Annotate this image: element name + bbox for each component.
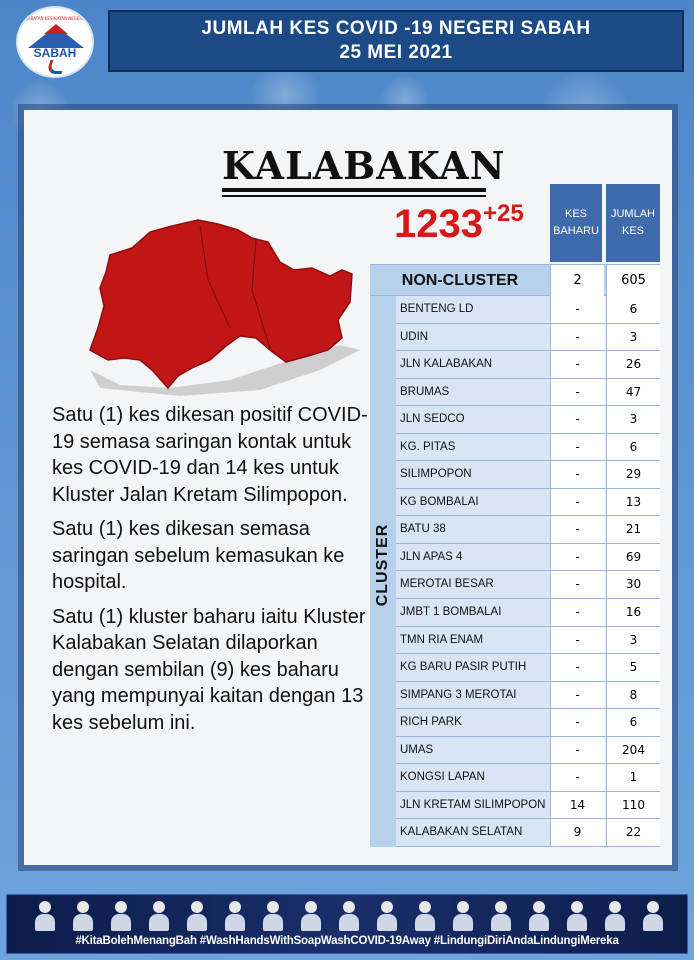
- cluster-new: 14: [550, 792, 604, 819]
- non-cluster-label: NON-CLUSTER: [401, 272, 519, 289]
- cluster-name: JLN KALABAKAN: [396, 351, 550, 378]
- cluster-total: 6: [606, 434, 660, 461]
- non-cluster-total: 605: [606, 265, 660, 297]
- cluster-total: 6: [606, 296, 660, 323]
- cluster-name: SILIMPOPON: [396, 461, 550, 488]
- table-row: [396, 682, 660, 710]
- non-cluster-new: 2: [550, 265, 604, 297]
- person-icon: [415, 901, 435, 931]
- cluster-new: -: [550, 737, 604, 764]
- person-icon: [187, 901, 207, 931]
- table-row: [396, 627, 660, 655]
- cluster-total: 13: [606, 489, 660, 516]
- new-cases-number: +25: [482, 200, 524, 227]
- cluster-new: -: [550, 516, 604, 543]
- description-paragraph: Satu (1) kluster baharu iaitu Kluster Kalabakan Selatan dilaporkan dengan sembilan (9) kes baharu yang mempunyai kaitan dengan 13 kes sebelum ini.: [52, 605, 366, 734]
- table-row: [396, 571, 660, 599]
- cluster-total: 6: [606, 709, 660, 736]
- person-icon: [35, 901, 55, 931]
- sabah-health-logo: [16, 6, 94, 78]
- cluster-new: -: [550, 296, 604, 323]
- table-row: [396, 764, 660, 792]
- cluster-name: KG. PITAS: [396, 434, 550, 461]
- cluster-name: BENTENG LD: [396, 296, 550, 323]
- non-cluster-row: [370, 264, 660, 296]
- page-date: 25 MEI 2021: [339, 42, 453, 63]
- table-row: [396, 406, 660, 434]
- table-row: [396, 792, 660, 820]
- person-icon: [529, 901, 549, 931]
- cluster-name: KONGSI LAPAN: [396, 764, 550, 791]
- table-row: [396, 737, 660, 765]
- table-row: [396, 434, 660, 462]
- cluster-new: -: [550, 434, 604, 461]
- col-header-new-cases: KES BAHARU: [550, 184, 604, 262]
- table-row: [396, 819, 660, 847]
- cluster-name: UMAS: [396, 737, 550, 764]
- district-map-icon: [80, 210, 370, 400]
- table-row: [396, 379, 660, 407]
- person-icon: [605, 901, 625, 931]
- cluster-new: -: [550, 544, 604, 571]
- cluster-name: RICH PARK: [396, 709, 550, 736]
- cluster-name: TMN RIA ENAM: [396, 627, 550, 654]
- table-row: [396, 324, 660, 352]
- swoosh-icon: [45, 60, 66, 74]
- cluster-total: 8: [606, 682, 660, 709]
- cluster-name: UDIN: [396, 324, 550, 351]
- person-icon: [453, 901, 473, 931]
- description-paragraph: Satu (1) kes dikesan positif COVID-19 semasa saringan kontak untuk kes COVID-19 dan 14 kes untuk Kluster Jalan Kretam Silimpopon.: [52, 404, 368, 506]
- person-icon: [73, 901, 93, 931]
- cluster-total: 30: [606, 571, 660, 598]
- cluster-name: MEROTAI BESAR: [396, 571, 550, 598]
- cluster-new: -: [550, 709, 604, 736]
- cluster-total: 204: [606, 737, 660, 764]
- cluster-new: -: [550, 599, 604, 626]
- cluster-total: 26: [606, 351, 660, 378]
- hashtag-banner: [6, 894, 688, 954]
- cluster-new: -: [550, 351, 604, 378]
- cluster-total: 3: [606, 627, 660, 654]
- person-icon: [567, 901, 587, 931]
- total-cases-number: 1233: [394, 202, 483, 246]
- person-icon: [225, 901, 245, 931]
- cluster-name: JLN SEDCO: [396, 406, 550, 433]
- logo-small-text: JABATAN KESIHATAN NEGERI: [26, 16, 84, 21]
- person-icon: [149, 901, 169, 931]
- cluster-new: -: [550, 406, 604, 433]
- cluster-new: -: [550, 461, 604, 488]
- person-icon: [643, 901, 663, 931]
- cluster-total: 16: [606, 599, 660, 626]
- cluster-new: -: [550, 764, 604, 791]
- cluster-total: 5: [606, 654, 660, 681]
- cluster-total: 29: [606, 461, 660, 488]
- logo-name: SABAH: [33, 46, 77, 60]
- district-card: [24, 110, 672, 865]
- hashtags: #KitaBolehMenangBah #WashHandsWithSoapWashCOVID-19Away #LindungiDiriAndaLindungiMereka: [75, 935, 619, 947]
- cluster-name: KG BOMBALAI: [396, 489, 550, 516]
- table-row: [396, 599, 660, 627]
- person-icon: [301, 901, 321, 931]
- cluster-new: -: [550, 571, 604, 598]
- person-icon: [491, 901, 511, 931]
- table-row: [396, 296, 660, 324]
- description-paragraph: Satu (1) kes dikesan semasa saringan sebelum kemasukan ke hospital.: [52, 518, 345, 593]
- cluster-side-label: [370, 296, 396, 847]
- cluster-name: JLN APAS 4: [396, 544, 550, 571]
- cluster-rows: [396, 296, 660, 847]
- table-row: [396, 461, 660, 489]
- cluster-name: BATU 38: [396, 516, 550, 543]
- description: [52, 402, 372, 744]
- mountain-peak-icon: [44, 24, 68, 34]
- table-row: [396, 351, 660, 379]
- cluster-total: 22: [606, 819, 660, 846]
- cluster-name: KALABAKAN SELATAN: [396, 819, 550, 846]
- cluster-total: 69: [606, 544, 660, 571]
- cluster-name: JLN KRETAM SILIMPOPON: [396, 792, 550, 819]
- cluster-new: -: [550, 324, 604, 351]
- cluster-total: 3: [606, 406, 660, 433]
- table-row: [396, 709, 660, 737]
- table-row: [396, 489, 660, 517]
- table-row: [396, 516, 660, 544]
- cluster-name: JMBT 1 BOMBALAI: [396, 599, 550, 626]
- page-title: JUMLAH KES COVID -19 NEGERI SABAH: [201, 18, 591, 39]
- page-header: [108, 10, 684, 72]
- total-cases: [394, 202, 524, 247]
- cluster-total: 110: [606, 792, 660, 819]
- table-row: [396, 654, 660, 682]
- table-row: [396, 544, 660, 572]
- cluster-new: 9: [550, 819, 604, 846]
- cluster-new: -: [550, 682, 604, 709]
- district-title: KALABAKAN: [222, 144, 486, 192]
- cluster-new: -: [550, 379, 604, 406]
- cluster-label: CLUSTER: [374, 523, 391, 607]
- cluster-name: BRUMAS: [396, 379, 550, 406]
- cluster-total: 21: [606, 516, 660, 543]
- cluster-name: KG BARU PASIR PUTIH: [396, 654, 550, 681]
- cluster-new: -: [550, 654, 604, 681]
- person-icon: [377, 901, 397, 931]
- cluster-new: -: [550, 489, 604, 516]
- cluster-total: 1: [606, 764, 660, 791]
- person-icon: [263, 901, 283, 931]
- cluster-total: 47: [606, 379, 660, 406]
- cluster-name: SIMPANG 3 MEROTAI: [396, 682, 550, 709]
- cluster-total: 3: [606, 324, 660, 351]
- col-header-total-cases: JUMLAH KES: [606, 184, 660, 262]
- cluster-new: -: [550, 627, 604, 654]
- person-icon: [339, 901, 359, 931]
- person-icon: [111, 901, 131, 931]
